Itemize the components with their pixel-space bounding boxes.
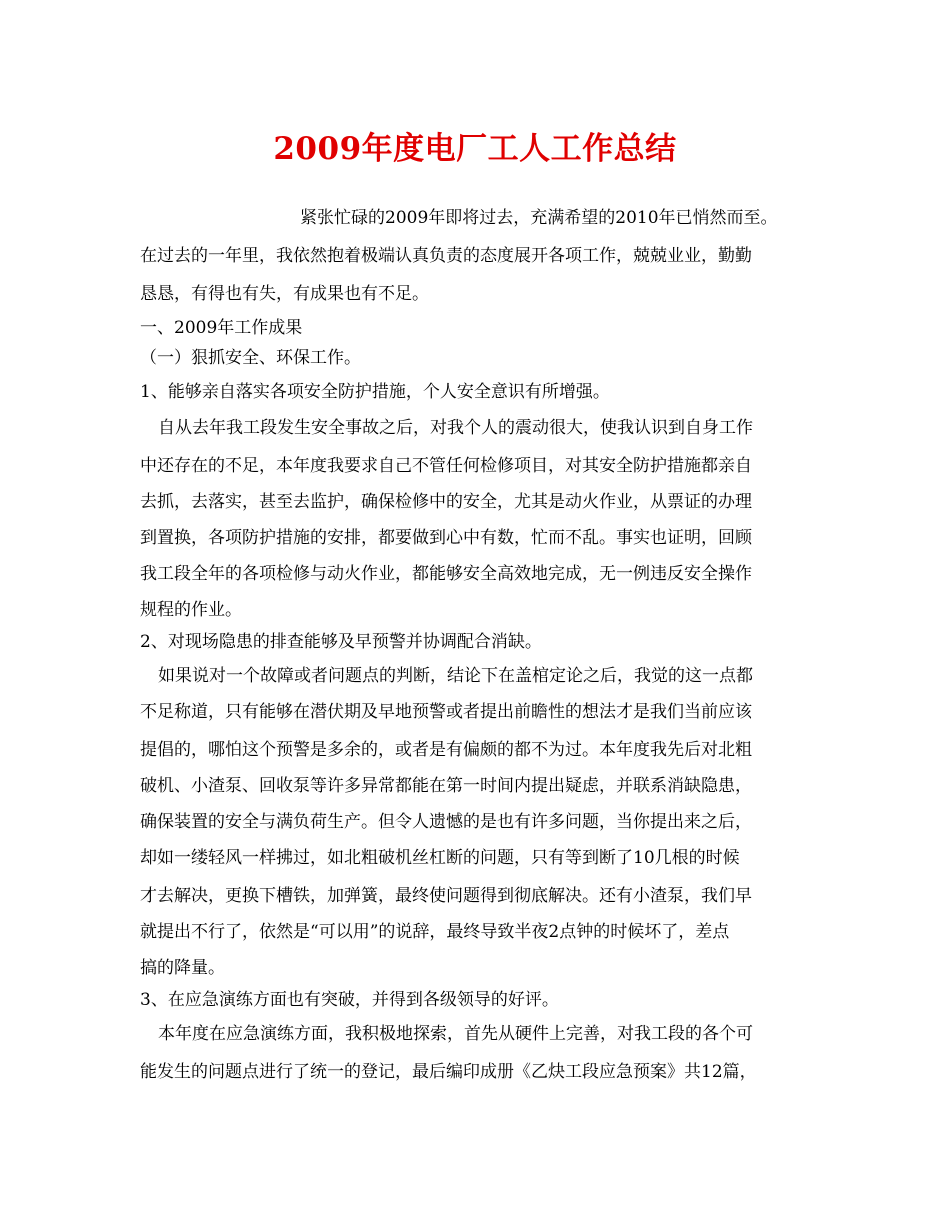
subsection-heading: （一）狠抓安全、环保工作。 <box>140 348 361 368</box>
paragraph-line: 破机、小渣泵、回收泵等许多异常都能在第一时间内提出疑虑，并联系消缺隐患， <box>140 776 752 796</box>
paragraph-line: 提倡的，哪怕这个预警是多余的，或者是有偏颇的都不为过。本年度我先后对北粗 <box>140 740 752 760</box>
paragraph-line: 本年度在应急演练方面，我积极地探索，首先从硬件上完善，对我工段的各个可 <box>158 1024 753 1044</box>
paragraph-line: 不足称道，只有能够在潜伏期及早地预警或者提出前瞻性的想法才是我们当前应该 <box>140 702 752 722</box>
paragraph-line: 恳恳，有得也有失，有成果也有不足。 <box>140 284 429 304</box>
paragraph-line: 如果说对一个故障或者问题点的判断，结论下在盖棺定论之后，我觉的这一点都 <box>158 666 753 686</box>
paragraph-line: 去抓，去落实，甚至去监护，确保检修中的安全，尤其是动火作业，从票证的办理 <box>140 492 752 512</box>
paragraph-line: 才去解决，更换下槽铁，加弹簧，最终使问题得到彻底解决。还有小渣泵，我们早 <box>140 886 752 906</box>
item-heading: 1、能够亲自落实各项安全防护措施，个人安全意识有所增强。 <box>140 382 610 402</box>
paragraph-line: 自从去年我工段发生安全事故之后，对我个人的震动很大，使我认识到自身工作 <box>158 418 753 438</box>
paragraph-line: 规程的作业。 <box>140 600 242 620</box>
paragraph-line: 在过去的一年里，我依然抱着极端认真负责的态度展开各项工作，兢兢业业，勤勤 <box>140 246 752 266</box>
paragraph-line: 能发生的问题点进行了统一的登记，最后编印成册《乙炔工段应急预案》共12篇， <box>140 1062 757 1082</box>
paragraph-line: 搞的降量。 <box>140 958 225 978</box>
paragraph-line: 却如一缕轻风一样拂过，如北粗破机丝杠断的问题，只有等到断了10几根的时候 <box>140 848 740 868</box>
item-heading: 3、在应急演练方面也有突破，并得到各级领导的好评。 <box>140 990 559 1010</box>
paragraph-line: 确保装置的安全与满负荷生产。但令人遗憾的是也有许多问题，当你提出来之后， <box>140 812 752 832</box>
item-heading: 2、对现场隐患的排查能够及早预警并协调配合消缺。 <box>140 632 542 652</box>
paragraph-line: 我工段全年的各项检修与动火作业，都能够安全高效地完成，无一例违反安全操作 <box>140 564 752 584</box>
paragraph-line: 就提出不行了，依然是“可以用”的说辞，最终导致半夜2点钟的时候坏了，差点 <box>140 922 730 942</box>
document-title: 2009年度电厂工人工作总结 <box>273 131 677 167</box>
paragraph-line: 紧张忙碌的2009年即将过去，充满希望的2010年已悄然而至。 <box>300 208 778 228</box>
paragraph-line: 中还存在的不足，本年度我要求自己不管任何检修项目，对其安全防护措施都亲自 <box>140 456 752 476</box>
section-heading: 一、2009年工作成果 <box>140 318 303 338</box>
paragraph-line: 到置换，各项防护措施的安排，都要做到心中有数，忙而不乱。事实也证明，回顾 <box>140 528 752 548</box>
